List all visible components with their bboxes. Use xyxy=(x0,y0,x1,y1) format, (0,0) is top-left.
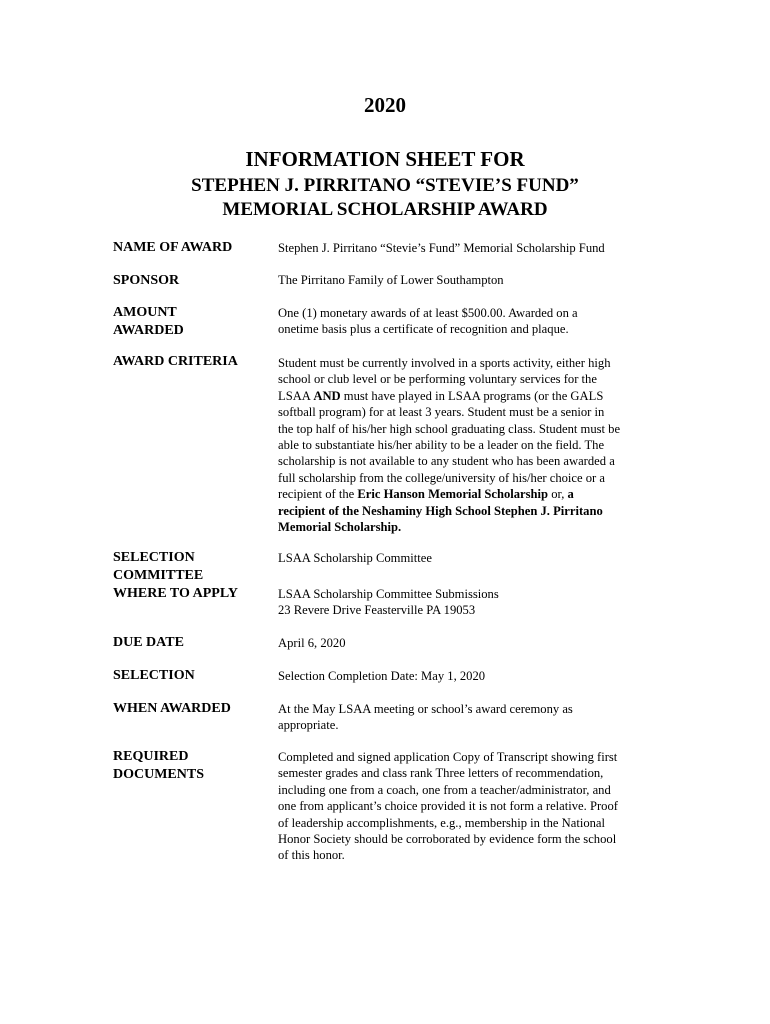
apply-value-line-2: 23 Revere Drive Feasterville PA 19053 xyxy=(278,603,476,618)
required-documents-label xyxy=(113,748,263,784)
criteria-line: school or club level or be performing voluntary services for the xyxy=(278,372,597,387)
name-of-award-label: NAME OF AWARD xyxy=(113,240,233,255)
criteria-emphasis: Eric Hanson Memorial Scholarship xyxy=(357,487,549,502)
criteria-line: able to substantiate his/her ability to be a leader on the field. The xyxy=(278,438,605,453)
docs-line: including one from a coach, one from a teacher/administrator, and xyxy=(278,782,611,797)
criteria-line: softball program) for at least 3 years. Student must be a senior in xyxy=(278,405,605,420)
docs-line: one from applicant’s choice provided it is not form a relative. Proof xyxy=(278,799,618,814)
criteria-text: recipient of the xyxy=(278,487,358,502)
sponsor-value: The Pirritano Family of Lower Southampton xyxy=(278,273,504,287)
due-date-value: April 6, 2020 xyxy=(278,636,346,650)
amount-label-line-1: AMOUNT xyxy=(113,305,177,320)
criteria-line: full scholarship from the college/university of his/her choice or a xyxy=(278,470,605,485)
selection-committee-label xyxy=(113,549,263,603)
criteria-line xyxy=(278,388,658,404)
title-line-2: STEPHEN J. PIRRITANO “STEVIE’S FUND” xyxy=(191,175,579,196)
title-line-1: INFORMATION SHEET FOR xyxy=(245,147,525,171)
docs-line: Honor Society should be corroborated by evidence form the school xyxy=(278,832,617,847)
selection-committee-label-line-2: COMMITTEE xyxy=(113,568,204,583)
amount-value-line-2: onetime basis plus a certificate of recognition and plaque. xyxy=(278,322,569,337)
criteria-emphasis: AND xyxy=(313,388,341,403)
when-value-line-2: appropriate. xyxy=(278,718,339,733)
criteria-line: recipient of the Neshaminy High School Stephen J. Pirritano xyxy=(278,503,603,518)
criteria-line xyxy=(278,486,658,502)
docs-line: semester grades and class rank Three letters of recommendation, xyxy=(278,766,604,781)
when-awarded-value xyxy=(278,701,658,734)
docs-line: of leadership accomplishments, e.g., membership in the National xyxy=(278,815,606,830)
docs-label-line-1: REQUIRED xyxy=(113,749,189,764)
where-to-apply-label: WHERE TO APPLY xyxy=(113,586,239,601)
criteria-line: scholarship is not available to any student who has been awarded a xyxy=(278,454,615,469)
criteria-text: must have played in LSAA programs (or the GALS xyxy=(340,388,604,403)
amount-awarded-label xyxy=(113,304,263,340)
apply-value-line-1: LSAA Scholarship Committee Submissions xyxy=(278,587,499,601)
name-of-award-value: Stephen J. Pirritano “Stevie’s Fund” Memorial Scholarship Fund xyxy=(278,241,605,255)
selection-committee-label-line-1: SELECTION xyxy=(113,550,195,565)
selection-value: Selection Completion Date: May 1, 2020 xyxy=(278,669,486,683)
award-criteria-value xyxy=(278,355,658,535)
amount-label-line-2: AWARDED xyxy=(113,323,184,338)
criteria-line: the top half of his/her high school graduating class. Student must be xyxy=(278,421,621,436)
when-value-line-1: At the May LSAA meeting or school’s award ceremony as xyxy=(278,702,573,716)
when-awarded-label: WHEN AWARDED xyxy=(113,701,231,716)
docs-line: Completed and signed application Copy of Transcript showing first xyxy=(278,750,618,764)
criteria-emphasis: a xyxy=(567,487,574,502)
amount-awarded-value xyxy=(278,305,658,338)
year-heading: 2020 xyxy=(364,93,406,117)
criteria-line: Memorial Scholarship. xyxy=(278,520,402,535)
due-date-label: DUE DATE xyxy=(113,635,184,650)
criteria-text: or, xyxy=(548,487,568,502)
docs-label-line-2: DOCUMENTS xyxy=(113,767,205,782)
docs-line: of this honor. xyxy=(278,848,345,863)
required-documents-value xyxy=(278,749,658,864)
sponsor-label: SPONSOR xyxy=(113,273,180,288)
award-criteria-label: AWARD CRITERIA xyxy=(113,354,238,369)
criteria-text: LSAA xyxy=(278,388,314,403)
title-line-3: MEMORIAL SCHOLARSHIP AWARD xyxy=(222,199,548,220)
criteria-line: Student must be currently involved in a sports activity, either high xyxy=(278,356,611,370)
selection-label: SELECTION xyxy=(113,668,195,683)
amount-value-line-1: One (1) monetary awards of at least $500.00. Awarded on a xyxy=(278,306,578,320)
selection-committee-value: LSAA Scholarship Committee xyxy=(278,551,432,565)
where-to-apply-value xyxy=(278,586,658,619)
